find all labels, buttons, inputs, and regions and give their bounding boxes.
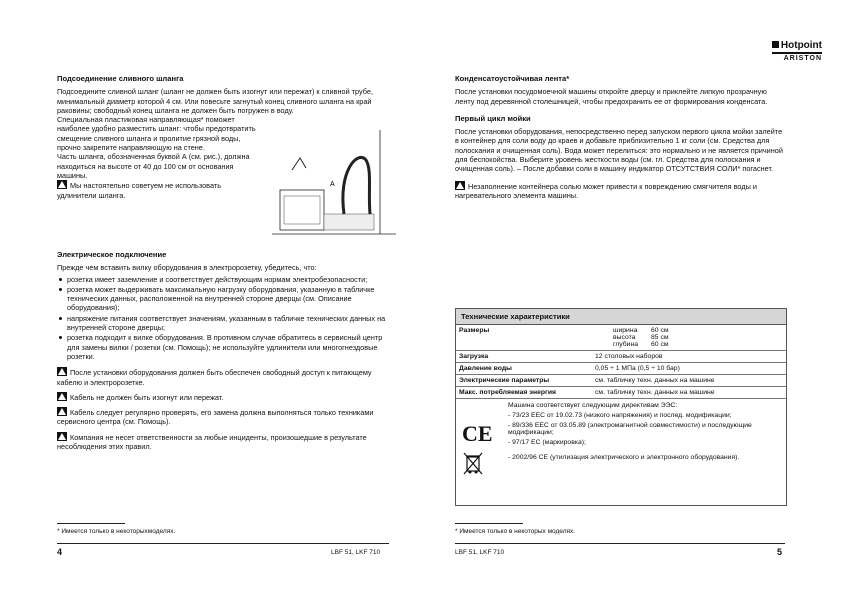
first-cycle-warning: Незаполнение контейнера солью может привести к повреждению смягчителя воды и нагревательного элемента машины. bbox=[455, 181, 757, 200]
brand-subname: ARISTON bbox=[772, 52, 822, 62]
spec-table bbox=[455, 308, 787, 506]
spec-value: см. табличку техн. данных на машине bbox=[595, 377, 715, 384]
spec-value: см. табличку техн. данных на машине bbox=[595, 389, 715, 396]
logo-square-icon bbox=[772, 41, 779, 48]
dim-value: 85 см bbox=[651, 334, 669, 341]
page-number: 5 bbox=[777, 547, 783, 557]
electrical-warning-1: После установки оборудования должен быть обеспечен свободный доступ к питающему кабелю и электророзетке. bbox=[57, 368, 372, 387]
spec-key: Макс. потребляемая энергия bbox=[459, 389, 556, 396]
spec-row bbox=[456, 387, 786, 399]
electrical-list bbox=[57, 275, 389, 362]
electrical-section bbox=[57, 250, 389, 451]
footnote-rule bbox=[57, 523, 125, 524]
brand-name: Hotpoint bbox=[772, 40, 822, 51]
list-item: - 2002/96 CE (утилизация электрического и электронного оборудования). bbox=[508, 454, 740, 461]
warning-icon bbox=[57, 407, 67, 416]
norms-block bbox=[456, 399, 786, 505]
spec-title: Технические характеристики bbox=[456, 309, 786, 325]
warning-icon bbox=[57, 180, 67, 189]
spec-value bbox=[592, 325, 786, 350]
electrical-title: Электрическое подключение bbox=[57, 250, 167, 259]
warning-icon bbox=[57, 367, 67, 376]
footnote-rule bbox=[455, 523, 523, 524]
model-name: LBF 51, LKF 710 bbox=[331, 549, 381, 556]
footnote: * Имеется только в некоторых моделях. bbox=[455, 528, 576, 535]
ce-mark-icon: CE bbox=[462, 421, 493, 446]
list-item: розетка имеет заземление и соответствует действующим нормам электробезопасности; bbox=[57, 275, 389, 284]
crossed-bin-icon bbox=[463, 451, 483, 475]
figure-label-a: A bbox=[330, 181, 335, 188]
norms-list bbox=[508, 412, 782, 461]
list-item: розетка подходит к вилке оборудования. В противном случае обратитесь в сервисный центр для замены вилки / розетки (см. Помощь); не используйте удлинители или многогнездовые розетки. bbox=[57, 333, 389, 361]
brand-logo bbox=[772, 40, 822, 62]
dim-key: ширина bbox=[613, 327, 638, 334]
list-item: - 89/336 EEC от 03.05.89 (электромагнитной совместимости) и последующие модификации; bbox=[508, 422, 752, 436]
dim-key: высота bbox=[613, 334, 636, 341]
spec-key: Загрузка bbox=[459, 353, 489, 360]
footnote: * Имеется только в некоторыхмоделях. bbox=[57, 528, 176, 535]
electrical-warning-4: Компания не несет ответственности за любые инциденты, произошедшие в результате несоблюдения этих правил. bbox=[57, 432, 367, 452]
warning-icon bbox=[455, 181, 465, 190]
warning-icon bbox=[57, 432, 67, 441]
drain-hose-figure bbox=[272, 130, 396, 238]
list-item: - 73/23 EEC от 19.02.73 (низкого напряжения) и послед. модификации; bbox=[508, 412, 732, 419]
dim-value: 60 см bbox=[651, 327, 669, 334]
list-item: - 97/17 EC (маркировка); bbox=[508, 439, 586, 446]
spec-row bbox=[456, 375, 786, 387]
norms-intro: Машина соответствует следующим директивам ЭЭС: bbox=[508, 402, 678, 409]
drain-hose-warning bbox=[57, 180, 257, 200]
electrical-warning-2: Кабель не должен быть изогнут или пережат. bbox=[57, 392, 389, 402]
electrical-intro: Прежде чем вставить вилку оборудования в электророзетку, убедитесь, что: bbox=[57, 263, 317, 273]
warning-icon bbox=[57, 392, 67, 401]
list-item: розетка может выдерживать максимальную нагрузку оборудования, указанную в табличке технических данных, расположенной на внутренней стороне дверцы (см. Описание оборудования); bbox=[57, 285, 389, 313]
footer-rule bbox=[455, 543, 785, 544]
spec-key: Размеры bbox=[459, 327, 490, 334]
spec-row bbox=[456, 363, 786, 375]
list-item: напряжение питания соответствует значениям, указанным в табличке технических данных на внутренней стороне дверцы; bbox=[57, 314, 389, 333]
drain-hose-text-block bbox=[57, 115, 257, 200]
spec-row-dimensions bbox=[456, 325, 786, 351]
condensate-text: После установки посудомоечной машины откройте дверцу и приклейте липкую прозрачную ленту под деревянной столешницей, чтобы предохранить ее от формирования конденсата. bbox=[455, 87, 768, 106]
dim-value: 60 см bbox=[651, 341, 669, 348]
drain-hose-title: Подсоединение сливного шланга bbox=[57, 74, 184, 83]
spec-value: 0,05 ÷ 1 МПа (0,5 ÷ 10 бар) bbox=[595, 365, 680, 372]
electrical-warning-3: Кабель следует регулярно проверять, его замена должна выполняться только техниками сервисного центра (см. Помощь). bbox=[57, 408, 374, 427]
spec-key: Электрические параметры bbox=[459, 377, 550, 384]
spec-row bbox=[456, 351, 786, 363]
spec-value: 12 столовых наборов bbox=[595, 353, 663, 360]
dim-key: глубина bbox=[613, 341, 638, 348]
drain-hose-p2: Специальная пластиковая направляющая* поможет наиболее удобно разместить шланг: чтобы предотвратить смещение сливного шланга и пролитие грязной воды, прочно закрепите направляющую на стене. bbox=[57, 115, 256, 153]
first-cycle-text: После установки оборудования, непосредственно перед запуском первого цикла мойки залейте в контейнер для соли воду до краев и добавьте приблизительно 1 кг соли (см. Средства для полоскания и очищенная соль). Вода может перелиться: это нормально и не является причиной для беспокойства. Выберите уровень жесткости воды (см. гл. Средства для полоскания и очищенная соль). – После добавки соли в машину индикатор ОТСУТСТВИЯ СОЛИ* погаснет. bbox=[455, 127, 783, 174]
drain-hose-p1: Подсоедините сливной шланг (шланг не должен быть изогнут или пережат) к сливной трубе, минимальный диаметр которой 4 см. Или повесьте загнутый конец сливного шланга на край раковины; свободный конец шланга не должен быть погружен в воду. bbox=[57, 87, 373, 115]
drain-hose-p3: Часть шланга, обозначенная буквой А (см. рис.), должна находиться на высоте от 40 до 100 см от основания машины. bbox=[57, 152, 250, 180]
drain-hose-warning-text: Мы настоятельно советуем не использовать удлинители шланга. bbox=[57, 181, 222, 200]
footer-rule bbox=[57, 543, 389, 544]
condensate-section bbox=[455, 74, 785, 200]
model-name: LBF 51, LKF 710 bbox=[455, 549, 505, 556]
page-number: 4 bbox=[57, 547, 63, 557]
first-cycle-title: Первый цикл мойки bbox=[455, 113, 531, 123]
condensate-title: Конденсатоустойчивая лента* bbox=[455, 74, 570, 83]
spec-key: Давление воды bbox=[459, 365, 512, 372]
